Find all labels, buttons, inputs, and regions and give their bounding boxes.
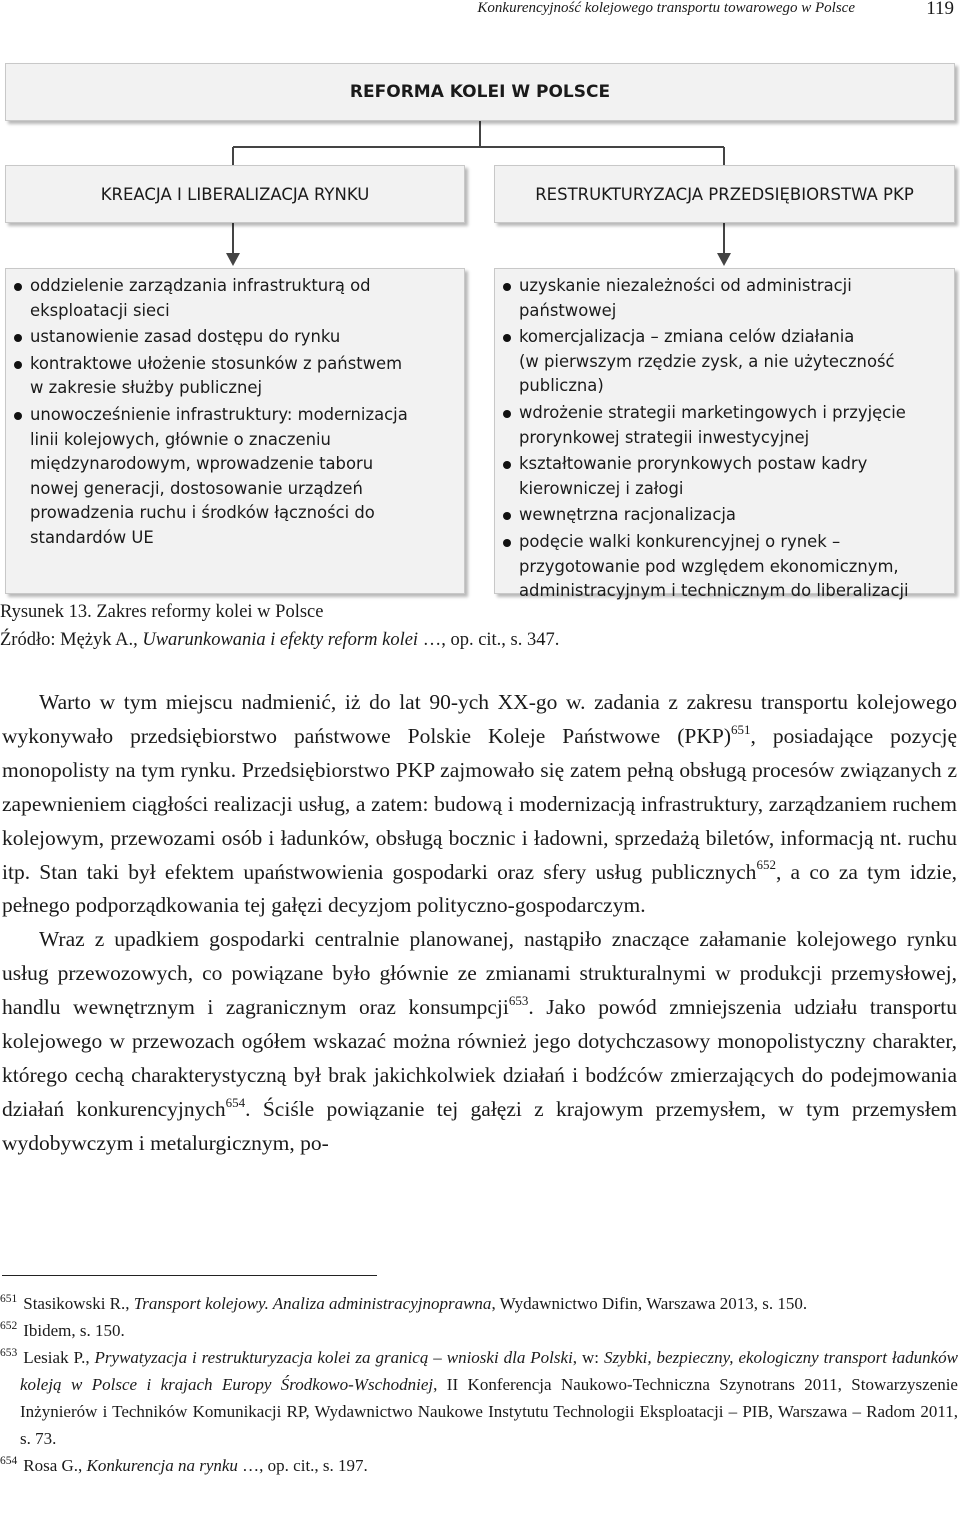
bullet-dot-icon — [14, 283, 22, 291]
page-number: 119 — [926, 0, 954, 19]
running-header — [0, 0, 960, 30]
footnote-number: 654 — [0, 1455, 18, 1468]
footnote-number: 653 — [0, 1347, 18, 1360]
text-run: , Wydawnictwo Difin, Warszawa 2013, s. 150. — [491, 1294, 808, 1313]
bullet-text: uzyskanie niezależności od administracji państwowej — [519, 276, 852, 320]
bullet-dot-icon — [503, 512, 511, 520]
bullet-item — [503, 503, 946, 528]
box-market-liberalization — [5, 165, 465, 223]
bullet-text: kontraktowe ułożenie stosunków z państwem w zakresie służby publicznej — [30, 353, 403, 398]
citation-title: Konkurencja na rynku — [86, 1456, 238, 1475]
bullet-text: wdrożenie strategii marketingowych i przyjęcie prorynkowej strategii inwestycyjnej — [519, 402, 906, 447]
footnote-654 — [0, 1452, 958, 1479]
footnote-653 — [0, 1344, 958, 1452]
bullet-item — [503, 274, 946, 323]
footnote-ref-654[interactable]: 654 — [225, 1094, 246, 1110]
paragraph-2 — [2, 923, 957, 1160]
bullet-text: podęcie walki konkurencyjnej o rynek – przygotowanie pod względem ekonomicznym, administracyjnym i technicznym do liberalizacji — [519, 531, 909, 601]
text-run: Wraz z upadkiem gospodarki centralnie planowanej, nastąpiło znaczące załamanie kolejowego rynku usług przewozowych, co powiązane było głównie ze zmianami strukturalnymi w produkcji przemysłowej, handlu wewnętrznym i zagranicznym oraz konsumpcji — [2, 927, 957, 1020]
paragraph-1 — [2, 686, 957, 923]
source-prefix: Źródło: Mężyk A., — [0, 630, 143, 650]
bullet-item — [503, 401, 946, 450]
box-right-bullets — [494, 268, 955, 601]
box-left-bullets — [5, 268, 465, 594]
arrow-head-left — [226, 253, 240, 266]
top-box-label: REFORMA KOLEI W POLSCE — [349, 82, 611, 102]
footnote-ref-651[interactable]: 651 — [730, 721, 751, 737]
body-text — [2, 686, 957, 1161]
text-run: . Ściśle powiązanie tej gałęzi z krajowym przemysłem, w tym przemysłem wydobywczym i metalurgicznym, po- — [2, 1096, 957, 1155]
bullet-item — [503, 325, 946, 399]
text-run: , w: — [572, 1348, 604, 1367]
footnote-652 — [0, 1317, 958, 1344]
bullet-text: ustanowienie zasad dostępu do rynku — [30, 327, 341, 347]
footnotes — [0, 1290, 958, 1479]
text-run: , II Konferencja Naukowo-Techniczna Szynotrans 2011, Stowarzyszenie Inżynierów i Techników Komunikacji RP, Wydawnictwo Naukowe Instytutu Technologii Eksploatacji – PIB, Warszawa – Radom 2011, s. 73. — [20, 1375, 958, 1448]
text-run: . Jako powód zmniejszenia udziału transportu kolejowego w przewozach ogółem wskazać można również jego dotychczasowy monopolistyczny charakter, którego cechą charakterystyczną był brak jakichkolwiek działań i bodźców zmierzających do podejmowania działań konkurencyjnych — [2, 995, 957, 1121]
source-title: Uwarunkowania i efekty reform kolei — [142, 630, 419, 650]
bullet-text: oddzielenie zarządzania infrastrukturą od eksploatacji sieci — [30, 276, 371, 320]
bullet-item — [14, 274, 456, 323]
text-run: Lesiak P., — [23, 1348, 95, 1367]
bullet-text: komercjalizacja – zmiana celów działania (w pierwszym rzędzie zysk, a nie użyteczność publiczna) — [519, 327, 895, 396]
bullet-dot-icon — [503, 539, 511, 547]
text-run: Warto w tym miejscu nadmienić, iż do lat 90-ych XX-go w. zadania z zakresu transportu kolejowego wykonywało przedsiębiorstwo państwowe Polskie Koleje Państwowe (PKP) — [2, 690, 957, 748]
bullet-item — [14, 352, 456, 401]
text-run: Ibidem, s. 150. — [23, 1321, 125, 1340]
box-pkp-restructuring-label: RESTRUKTURYZACJA PRZEDSIĘBIORSTWA PKP — [535, 184, 914, 204]
text-run: Stasikowski R., — [23, 1294, 134, 1313]
footnote-ref-652[interactable]: 652 — [756, 857, 776, 873]
footnote-number: 652 — [0, 1320, 18, 1333]
bullet-dot-icon — [14, 361, 22, 369]
footnote-divider — [2, 1275, 377, 1276]
citation-title: Transport kolejowy. Analiza administracyjnoprawna — [133, 1294, 492, 1313]
text-run: …, op. cit., s. 197. — [237, 1456, 368, 1475]
text-run: Rosa G., — [23, 1456, 87, 1475]
bullet-dot-icon — [503, 410, 511, 418]
footnote-ref-653[interactable]: 653 — [508, 993, 529, 1008]
reform-diagram — [0, 55, 960, 600]
running-title: Konkurencyjność kolejowego transportu towarowego w Polsce — [477, 0, 855, 16]
bullet-item — [14, 403, 456, 551]
figure-source — [0, 626, 559, 654]
citation-title: Szybki, bezpieczny, ekologiczny transport ładunków koleją w Polsce i krajach Europy Środkowo-Wschodniej — [20, 1348, 958, 1394]
bullet-item — [503, 452, 946, 501]
figure-caption — [0, 598, 559, 654]
box-pkp-restructuring — [494, 165, 955, 223]
bullet-item — [503, 530, 946, 604]
arrow-head-right — [717, 253, 731, 266]
citation-title: Prywatyzacja i restrukturyzacja kolei za granicą – wnioski dla Polski — [94, 1348, 573, 1367]
bullet-dot-icon — [503, 334, 511, 342]
bullet-dot-icon — [503, 461, 511, 469]
footnote-651 — [0, 1290, 958, 1317]
bullet-dot-icon — [14, 334, 22, 342]
top-box-reform — [5, 63, 955, 121]
figure-title: Rysunek 13. Zakres reformy kolei w Polsce — [0, 602, 324, 622]
bullet-dot-icon — [14, 412, 22, 420]
bullet-text: wewnętrzna racjonalizacja — [519, 505, 736, 525]
bullet-dot-icon — [503, 283, 511, 291]
text-run: , posiadające pozycję monopolisty na tym rynku. Przedsiębiorstwo PKP zajmowało się zatem pełną obsługą procesów związanych z zapewnieniem ciągłości realizacji usług, a zatem: budową i modernizacją infrastruktury, zarządzaniem ruchem kolejowym, przewozami osób i ładunków, obsługą bocznic i ładowni, sprzedażą biletów, informacją nt. ruchu itp. Stan taki był efektem upaństwowienia gospodarki oraz sfery usług publicznych — [2, 723, 957, 884]
bullet-text: kształtowanie prorynkowych postaw kadry kierowniczej i załogi — [519, 454, 868, 498]
footnote-number: 651 — [0, 1293, 18, 1306]
bullet-item — [14, 325, 456, 350]
source-suffix: …, op. cit., s. 347. — [418, 630, 560, 650]
bullet-text: unowocześnienie infrastruktury: modernizacja linii kolejowych, głównie o znaczeniu międzynarodowym, wprowadzenie taboru nowej generacji, dostosowanie urządzeń prowadzenia ruchu i środków łączności do standardów UE — [30, 404, 408, 547]
box-market-liberalization-label: KREACJA I LIBERALIZACJA RYNKU — [100, 184, 370, 204]
text-run: , a co za tym idzie, pełnego podporządkowania tej gałęzi decyzjom polityczno-gospodarczym. — [2, 859, 957, 918]
